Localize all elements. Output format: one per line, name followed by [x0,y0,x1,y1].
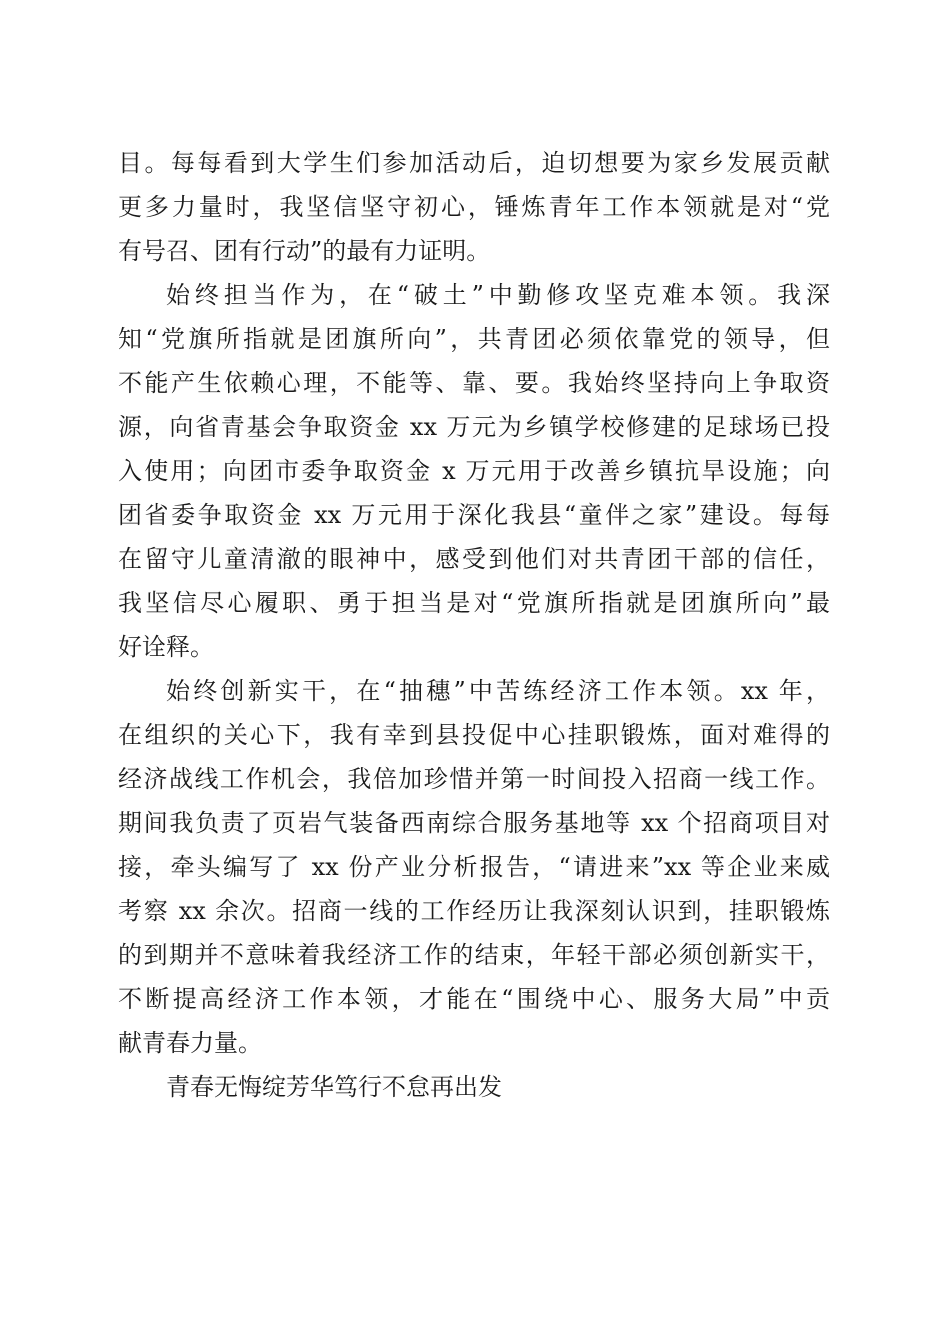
text-line: 有号召、团有行动”的最有力证明。 [118,237,491,265]
text-line: 在留守儿童清澈的眼神中，感受到他们对共青团干部的信任， [118,545,830,573]
text-line: 始终担当作为，在“破土”中勤修攻坚克难本领。我深 [166,281,830,309]
text-line: 团省委争取资金 xx 万元用于深化我县“童伴之家”建设。每每 [118,501,830,529]
text-line: 知“党旗所指就是团旗所向”，共青团必须依靠党的领导，但 [118,325,830,353]
text-line: 入使用；向团市委争取资金 x 万元用于改善乡镇抗旱设施；向 [118,457,830,485]
section-heading: 青春无悔绽芳华笃行不怠再出发 [166,1073,502,1101]
text-line: 的到期并不意味着我经济工作的结束，年轻干部必须创新实干， [118,941,830,969]
paragraph [118,141,830,273]
text-line: 源，向省青基会争取资金 xx 万元为乡镇学校修建的足球场已投 [118,413,830,441]
paragraph [118,1065,830,1109]
text-line: 好诠释。 [118,633,214,661]
text-line: 接，牵头编写了 xx 份产业分析报告，“请进来”xx 等企业来威 [118,853,830,881]
text-line: 始终创新实干，在“抽穗”中苦练经济工作本领。xx 年， [166,677,830,705]
text-line: 不能产生依赖心理，不能等、靠、要。我始终坚持向上争取资 [118,369,830,397]
paragraph [118,273,830,669]
text-line: 不断提高经济工作本领，才能在“围绕中心、服务大局”中贡 [118,985,830,1013]
text-line: 我坚信尽心履职、勇于担当是对“党旗所指就是团旗所向”最 [118,589,830,617]
text-line: 目。每每看到大学生们参加活动后，迫切想要为家乡发展贡献 [118,149,830,177]
text-line: 经济战线工作机会，我倍加珍惜并第一时间投入招商一线工作。 [118,765,830,793]
text-line: 更多力量时，我坚信坚守初心，锤炼青年工作本领就是对“党 [118,193,830,221]
text-line: 考察 xx 余次。招商一线的工作经历让我深刻认识到，挂职锻炼 [118,897,830,925]
text-line: 在组织的关心下，我有幸到县投促中心挂职锻炼，面对难得的 [118,721,830,749]
document-body [118,141,830,1109]
paragraph [118,669,830,1065]
text-line: 献青春力量。 [118,1029,262,1057]
text-line: 期间我负责了页岩气装备西南综合服务基地等 xx 个招商项目对 [118,809,830,837]
